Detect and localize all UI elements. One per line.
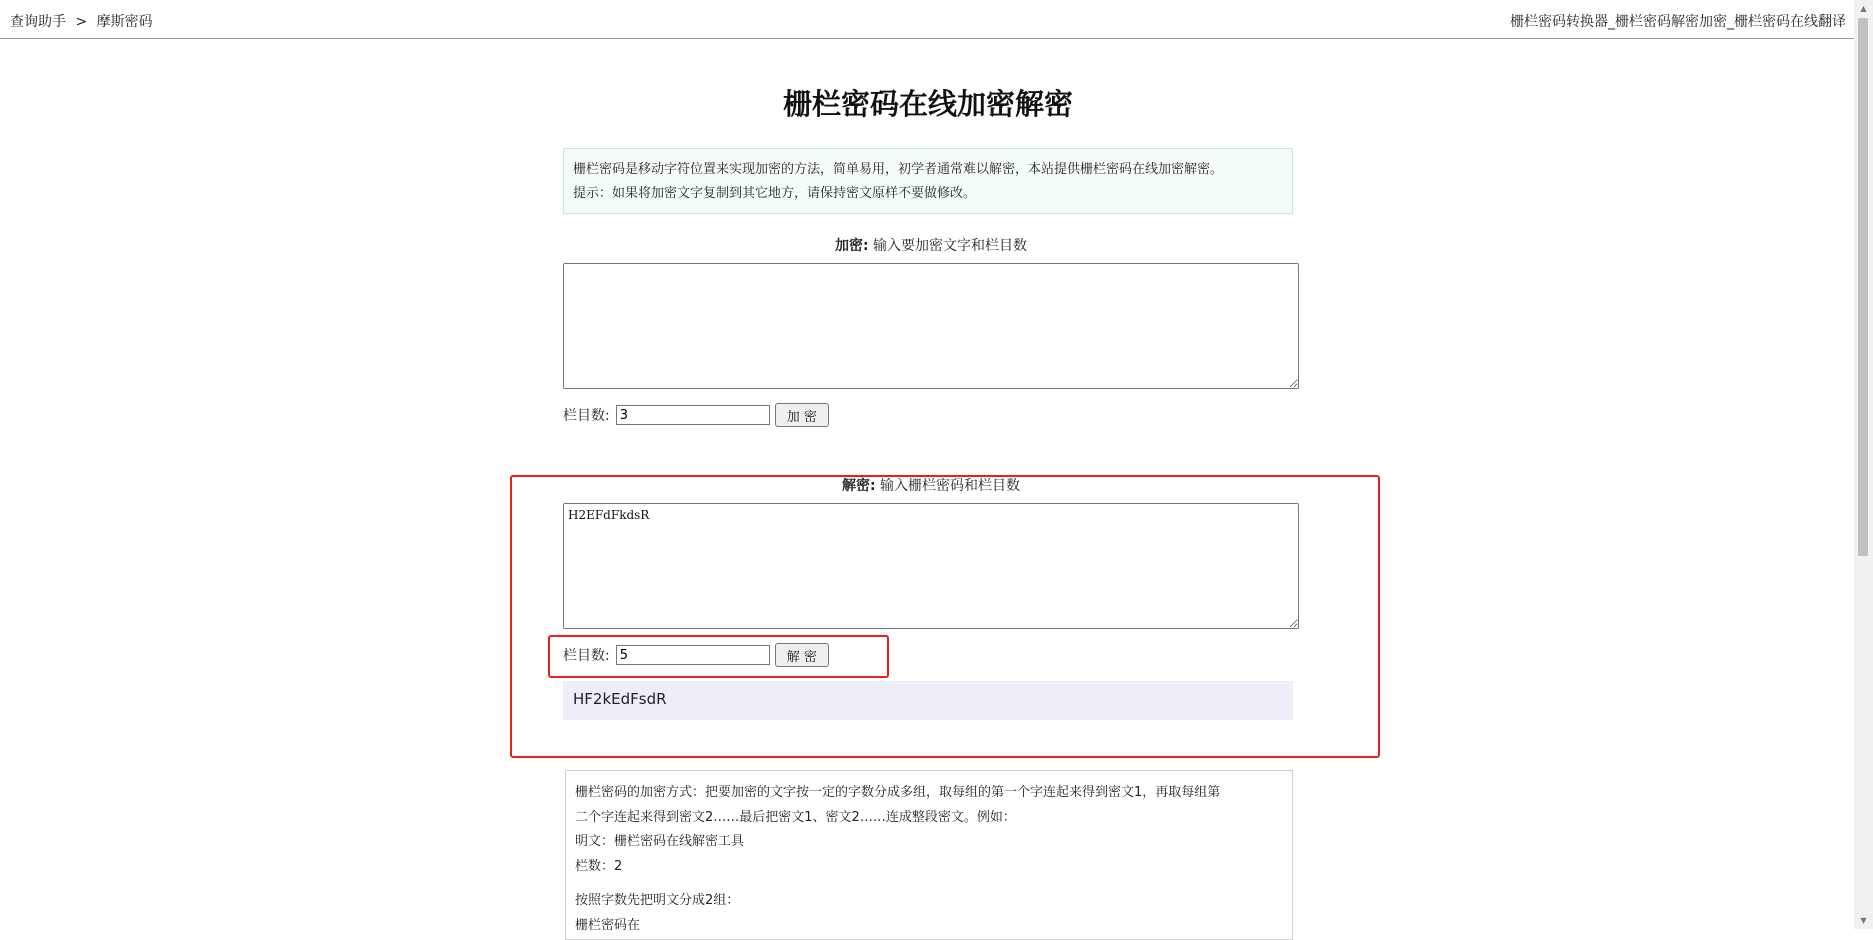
explanation-line-2: 二个字连起来得到密文2……最后把密文1、密文2……连成整段密文。例如： <box>575 809 1016 825</box>
encrypt-controls <box>563 403 829 427</box>
explanation-box <box>565 770 1293 940</box>
page-title: 栅栏密码在线加密解密 <box>782 87 1073 121</box>
encrypt-button[interactable]: 加 密 <box>775 403 829 427</box>
decrypt-label-bold: 解密: <box>841 478 876 494</box>
decrypt-controls-highlight <box>548 635 889 678</box>
decrypt-section-highlight <box>510 475 1380 758</box>
top-bar <box>0 0 1854 39</box>
encrypt-label-text: 输入要加密文字和栏目数 <box>873 238 1028 254</box>
explanation-line-4: 栏数：2 <box>575 858 623 874</box>
intro-line-1: 栅栏密码是移动字符位置来实现加密的方法，简单易用，初学者通常难以解密，本站提供栅栏密码在线加密解密。 <box>573 162 1224 177</box>
explanation-line-1: 栅栏密码的加密方式：把要加密的文字按一定的字数分成多组，取每组的第一个字连起来得到密文1，再取每组第 <box>575 785 1221 800</box>
site-title: 栅栏密码转换器_栅栏密码解密加密_栅栏密码在线翻译 <box>1510 14 1846 30</box>
decrypt-columns-label: 栏目数: <box>563 648 610 664</box>
encrypt-columns-input[interactable] <box>616 405 770 425</box>
scroll-down-arrow-icon[interactable]: ▼ <box>1860 916 1867 925</box>
decrypt-button[interactable]: 解 密 <box>775 643 829 667</box>
decrypt-result: HF2kEdFsdR <box>563 681 1293 720</box>
encrypt-label <box>563 235 1299 255</box>
breadcrumb-separator: > <box>75 14 88 30</box>
explanation-line-3: 明文：栅栏密码在线解密工具 <box>575 834 745 849</box>
intro-line-2: 提示：如果将加密文字复制到其它地方，请保持密文原样不要做修改。 <box>573 186 977 201</box>
encrypt-textarea[interactable] <box>563 263 1299 389</box>
decrypt-label-text: 输入栅栏密码和栏目数 <box>880 478 1021 494</box>
explanation-line-5: 按照字数先把明文分成2组： <box>575 893 740 908</box>
vertical-scrollbar[interactable] <box>1854 0 1873 929</box>
intro-box <box>563 148 1293 214</box>
breadcrumb <box>10 11 153 31</box>
encrypt-label-bold: 加密: <box>834 238 869 254</box>
encrypt-columns-label: 栏目数: <box>563 408 610 424</box>
scroll-up-arrow-icon[interactable]: ▲ <box>1860 4 1867 13</box>
breadcrumb-current-link[interactable]: 摩斯密码 <box>96 14 153 30</box>
breadcrumb-home-link[interactable]: 查询助手 <box>10 14 66 30</box>
scroll-thumb[interactable] <box>1858 18 1868 556</box>
explanation-line-6: 栅栏密码在 <box>575 917 641 933</box>
